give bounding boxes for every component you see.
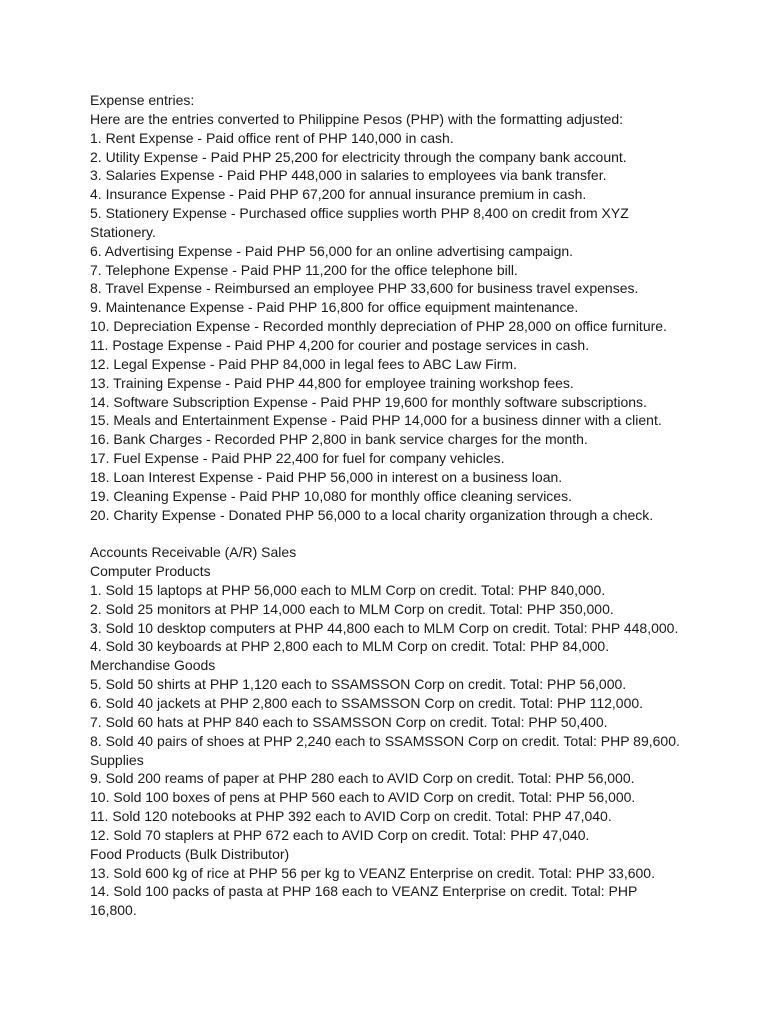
sales-group-title: Computer Products xyxy=(90,563,211,580)
expense-item: 9. Maintenance Expense - Paid PHP 16,800 for office equipment maintenance. xyxy=(90,299,579,316)
sales-item: 4. Sold 30 keyboards at PHP 2,800 each to MLM Corp on credit. Total: PHP 84,000. xyxy=(90,638,610,655)
expense-item: 19. Cleaning Expense - Paid PHP 10,080 for monthly office cleaning services. xyxy=(90,487,572,504)
sales-item: 13. Sold 600 kg of rice at PHP 56 per kg to VEANZ Enterprise on credit. Total: PHP 33,600. xyxy=(90,864,655,881)
sales-item: 6. Sold 40 jackets at PHP 2,800 each to SSAMSSON Corp on credit. Total: PHP 112,000. xyxy=(90,695,644,711)
sales-item: 11. Sold 120 notebooks at PHP 392 each to AVID Corp on credit. Total: PHP 47,040. xyxy=(90,808,612,825)
expense-item: 5. Stationery Expense - Purchased office supplies worth PHP 8,400 on credit from XYZ Stationery. xyxy=(90,205,629,240)
expense-item: 4. Insurance Expense - Paid PHP 67,200 for annual insurance premium in cash. xyxy=(90,186,587,203)
expense-item: 10. Depreciation Expense - Recorded monthly depreciation of PHP 28,000 on office furniture. xyxy=(90,318,667,335)
expense-item: 14. Software Subscription Expense - Paid PHP 19,600 for monthly software subscriptions. xyxy=(90,393,647,410)
expense-item: 17. Fuel Expense - Paid PHP 22,400 for fuel for company vehicles. xyxy=(90,450,505,467)
expense-item: 11. Postage Expense - Paid PHP 4,200 for courier and postage services in cash. xyxy=(90,336,590,353)
sales-group-title: Supplies xyxy=(90,751,144,768)
sales-group-title: Merchandise Goods xyxy=(90,657,216,674)
sales-item: 8. Sold 40 pairs of shoes at PHP 2,240 each to SSAMSSON Corp on credit. Total: PHP 89,600. xyxy=(90,732,680,749)
sales-item: 1. Sold 15 laptops at PHP 56,000 each to MLM Corp on credit. Total: PHP 840,000. xyxy=(90,581,606,598)
sales-item: 10. Sold 100 boxes of pens at PHP 560 each to AVID Corp on credit. Total: PHP 56,000. xyxy=(90,789,636,806)
expense-item: 16. Bank Charges - Recorded PHP 2,800 in bank service charges for the month. xyxy=(90,431,588,448)
expense-item: 20. Charity Expense - Donated PHP 56,000 to a local charity organization through a check. xyxy=(90,506,654,523)
expense-item: 15. Meals and Entertainment Expense - Paid PHP 14,000 for a business dinner with a client. xyxy=(90,412,662,429)
expense-item: 6. Advertising Expense - Paid PHP 56,000 for an online advertising campaign. xyxy=(90,242,574,259)
sales-item: 5. Sold 50 shirts at PHP 1,120 each to SSAMSSON Corp on credit. Total: PHP 56,000. xyxy=(90,676,627,693)
sales-item: 7. Sold 60 hats at PHP 840 each to SSAMSSON Corp on credit. Total: PHP 50,400. xyxy=(90,713,608,730)
expense-item: 1. Rent Expense - Paid office rent of PHP 140,000 in cash. xyxy=(90,129,454,146)
sales-heading: Accounts Receivable (A/R) Sales xyxy=(90,544,297,561)
document-page xyxy=(90,91,690,920)
sales-item: 12. Sold 70 staplers at PHP 672 each to AVID Corp on credit. Total: PHP 47,040. xyxy=(90,826,590,843)
expense-item: 2. Utility Expense - Paid PHP 25,200 for electricity through the company bank account. xyxy=(90,148,627,165)
expense-intro: Here are the entries converted to Philippine Pesos (PHP) with the formatting adjusted: xyxy=(90,110,624,127)
expense-item: 18. Loan Interest Expense - Paid PHP 56,000 in interest on a business loan. xyxy=(90,468,563,485)
sales-item: 2. Sold 25 monitors at PHP 14,000 each to MLM Corp on credit. Total: PHP 350,000. xyxy=(90,600,614,617)
expense-item: 13. Training Expense - Paid PHP 44,800 for employee training workshop fees. xyxy=(90,374,574,391)
section-gap xyxy=(90,524,690,543)
expense-item: 3. Salaries Expense - Paid PHP 448,000 in salaries to employees via bank transfer. xyxy=(90,167,607,184)
expense-item: 7. Telephone Expense - Paid PHP 11,200 for the office telephone bill. xyxy=(90,261,518,278)
sales-item: 14. Sold 100 packs of pasta at PHP 168 each to VEANZ Enterprise on credit. Total: PHP 16,800. xyxy=(90,883,638,919)
expense-item: 12. Legal Expense - Paid PHP 84,000 in legal fees to ABC Law Firm. xyxy=(90,355,517,372)
expense-item: 8. Travel Expense - Reimbursed an employee PHP 33,600 for business travel expenses. xyxy=(90,280,639,297)
sales-item: 9. Sold 200 reams of paper at PHP 280 each to AVID Corp on credit. Total: PHP 56,000. xyxy=(90,770,635,787)
expense-heading: Expense entries: xyxy=(90,92,195,108)
sales-group-title: Food Products (Bulk Distributor) xyxy=(90,845,290,862)
sales-item: 3. Sold 10 desktop computers at PHP 44,800 each to MLM Corp on credit. Total: PHP 448,000. xyxy=(90,619,679,636)
